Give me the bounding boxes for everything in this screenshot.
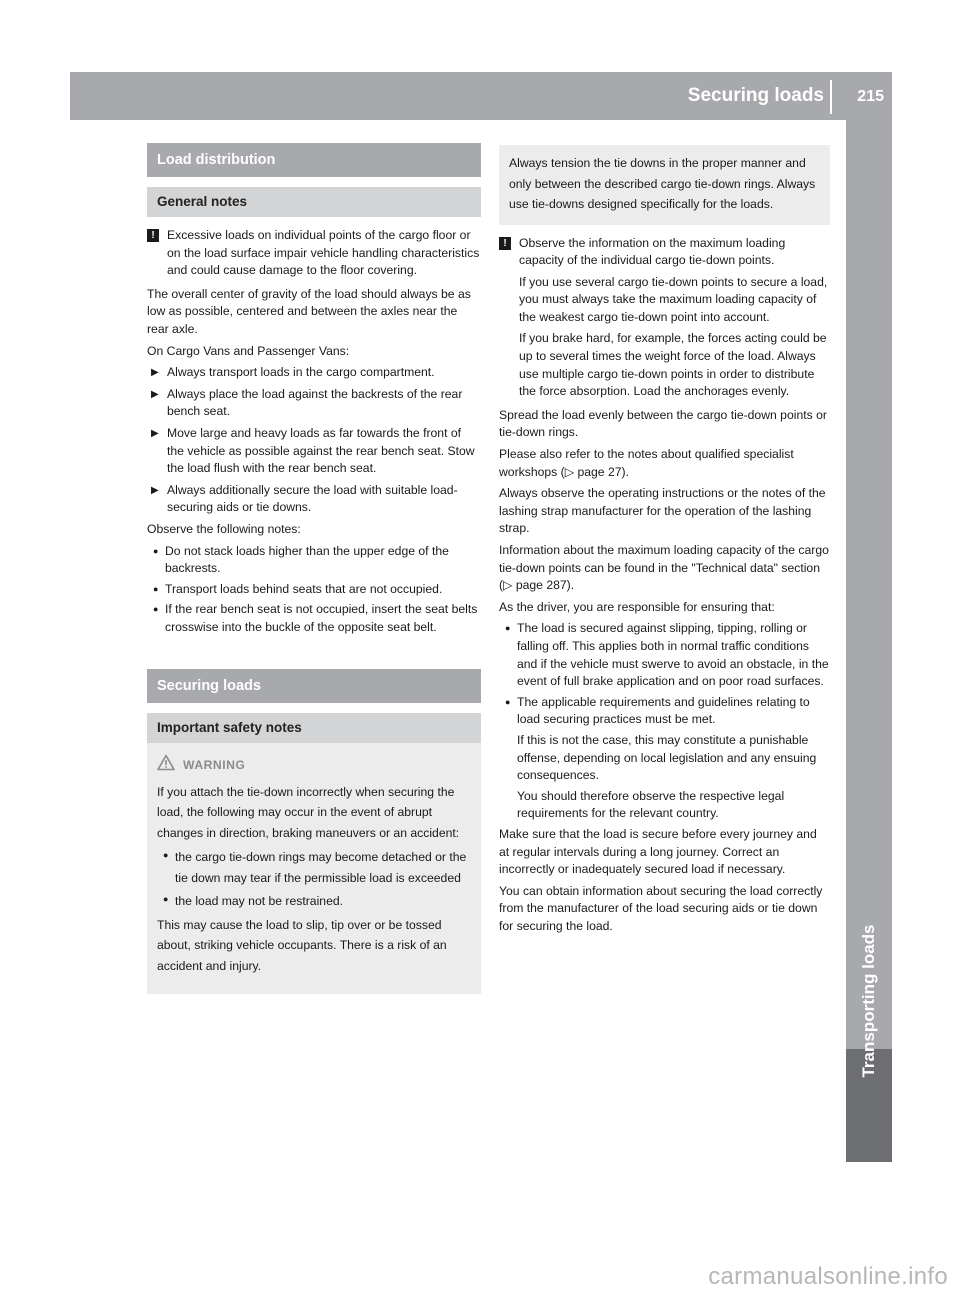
bullet-icon: ● (153, 583, 159, 594)
left-column (147, 143, 481, 994)
bullet-item (147, 543, 481, 578)
bullet-icon: ● (153, 604, 159, 615)
warning-text: Always tension the tie downs in the proper manner and only between the described cargo tie-down rings. Always use tie-downs designed specifically for the loads. (509, 156, 816, 211)
notice-icon: ! (147, 229, 159, 242)
bullet-subtext: You should therefore observe the respective legal requirements for the relevant country. (517, 788, 785, 821)
bullet-item (147, 581, 481, 599)
notice-text: Excessive loads on individual points of the cargo floor or on the load surface impair vehicle handling characteristics and could cause damage to the floor covering. (167, 228, 480, 278)
step-text: Always place the load against the backrests of the rear bench seat. (167, 386, 463, 419)
paragraph: Spread the load evenly between the cargo tie-down points or tie-down rings. (499, 407, 827, 440)
bullet-icon: ● (505, 696, 511, 707)
triangle-right-icon: ▶ (151, 367, 159, 379)
step-item (147, 425, 481, 478)
triangle-right-icon: ▶ (151, 427, 159, 439)
warning-text: This may cause the load to slip, tip over or be tossed about, striking vehicle occupants. There is a risk of an accident and injury. (157, 917, 447, 973)
bullet-text: The applicable requirements and guidelines relating to load securing practices must be met. (517, 694, 810, 727)
step-text: Always transport loads in the cargo compartment. (167, 365, 435, 380)
bullet-text: the load may not be restrained. (175, 894, 344, 909)
page-header (70, 72, 892, 120)
warning-title: WARNING (183, 758, 246, 773)
subsection-general-notes: General notes (147, 187, 481, 217)
notice-floor-damage (147, 227, 481, 280)
step-item (147, 386, 481, 421)
paragraph: As the driver, you are responsible for ensuring that: (499, 599, 775, 614)
warning-triangle-icon (157, 754, 175, 771)
header-separator (830, 80, 832, 114)
paragraph: Observe the following notes: (147, 521, 301, 536)
side-tab-label: Transporting loads (859, 924, 878, 1078)
bullet-icon: ● (163, 850, 169, 861)
warning-box (147, 743, 481, 994)
step-item (147, 482, 481, 517)
notice-text: Observe the information on the maximum loading capacity of the individual cargo tie-down points. (519, 235, 786, 268)
watermark: carmanualsonline.info (708, 1263, 948, 1290)
bullet-item (147, 601, 481, 636)
subsection-important-safety-notes: Important safety notes (147, 713, 481, 743)
right-column (499, 145, 830, 939)
warning-box-continued (499, 145, 830, 225)
bullet-item (499, 694, 830, 729)
step-item (147, 364, 481, 382)
warning-heading (157, 755, 471, 776)
paragraph: You can obtain information about securing the load correctly from the manufacturer of the load securing aids or tie down for securing the load. (499, 883, 823, 933)
bullet-text: The load is secured against slipping, tipping, rolling or falling off. This applies both in normal traffic conditions and if the vehicle must swerve to avoid an obstacle, in the event of full brake application and on poor road surfaces. (517, 621, 829, 689)
bullet-icon: ● (505, 623, 511, 634)
section-title-securing-loads: Securing loads (147, 669, 481, 703)
bullet-text: Transport loads behind seats that are not occupied. (165, 581, 443, 596)
notice-text: If you use several cargo tie-down points to secure a load, you must always take the maximum loading capacity of the weakest cargo tie-down point into account. (519, 274, 828, 324)
header-title: Securing loads (687, 85, 824, 106)
paragraph: Information about the maximum loading capacity of the cargo tie-down points can be found in the "Technical data" section (▷ page 287). (499, 543, 829, 593)
step-text: Always additionally secure the load with suitable load-securing aids or tie downs. (167, 482, 458, 515)
triangle-right-icon: ▶ (151, 388, 159, 400)
bullet-item (157, 847, 471, 888)
triangle-right-icon: ▶ (151, 484, 159, 496)
notice-loading-capacity (499, 235, 830, 401)
paragraph: Make sure that the load is secure before every journey and at regular intervals during a long journey. Correct an incorrectly or inadequately secured load if necessary. (499, 826, 817, 877)
warning-text: If you attach the tie-down incorrectly when securing the load, the following may occur in the event of abrupt changes in direction, braking maneuvers or an accident: (157, 784, 460, 840)
bullet-text: Do not stack loads higher than the upper edge of the backrests. (165, 543, 449, 576)
step-text: Move large and heavy loads as far towards the front of the vehicle as possible against the rear bench seat. Stow the load flush with the rear bench seat. (167, 425, 475, 476)
bullet-item (157, 891, 471, 912)
bullet-icon: ● (153, 545, 159, 556)
paragraph: On Cargo Vans and Passenger Vans: (147, 343, 350, 358)
paragraph: Always observe the operating instructions or the notes of the lashing strap manufacturer for the operation of the lashing strap. (499, 486, 826, 536)
section-title-load-distribution: Load distribution (147, 143, 481, 177)
paragraph: The overall center of gravity of the load should always be as low as possible, centered and between the axles near the rear axle. (147, 286, 471, 336)
bullet-icon: ● (163, 894, 169, 905)
paragraph: Please also refer to the notes about qualified specialist workshops (▷ page 27). (499, 447, 794, 479)
spacer (147, 639, 481, 669)
bullet-text: the cargo tie-down rings may become detached or the tie down may tear if the permissible load is exceeded (175, 850, 467, 885)
bullet-text: If the rear bench seat is not occupied, insert the seat belts crosswise into the buckle of the opposite seat belt. (165, 602, 478, 634)
notice-text: If you brake hard, for example, the forces acting could be up to several times the weight force of the load. Always use multiple cargo tie-down points in order to distribute the force absorption. Load the anchorages evenly. (519, 331, 827, 399)
notice-icon: ! (499, 237, 511, 250)
bullet-item (499, 620, 830, 690)
bullet-subtext: If this is not the case, this may constitute a punishable offense, depending on local legislation and any ensuing consequences. (517, 732, 817, 783)
page-number: 215 (857, 88, 884, 105)
